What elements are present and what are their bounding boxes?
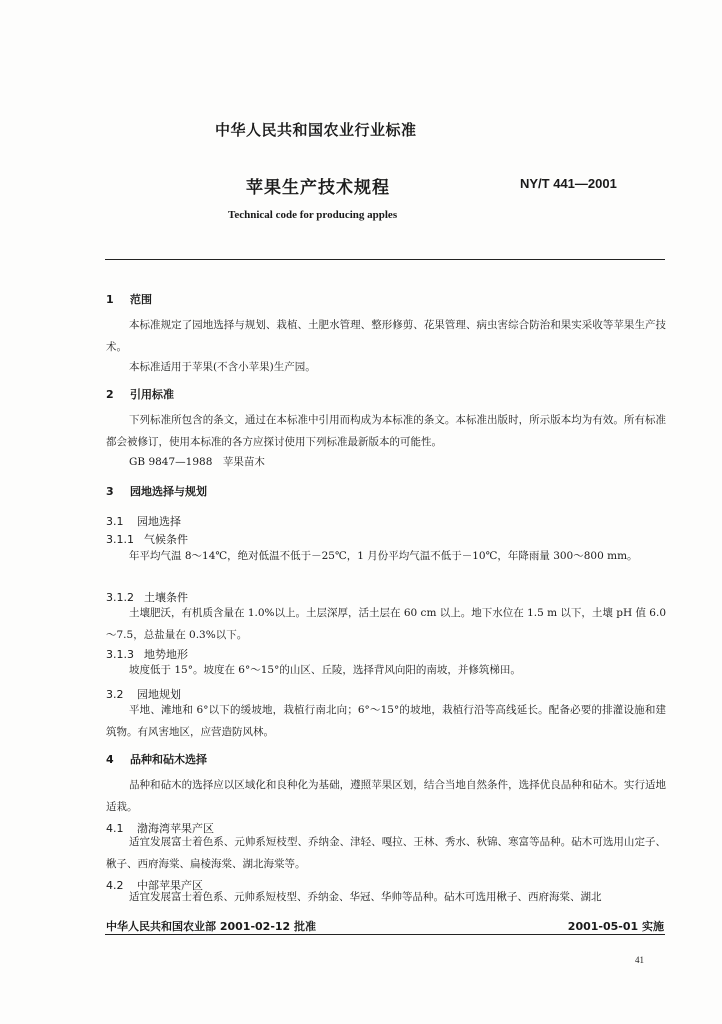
section-2-paragraph-1: 下列标准所包含的条文，通过在本标准中引用而构成为本标准的条文。本标准出版时，所示版本均为有效。所有标准都会被修订，使用本标准的各方应探讨使用下列标准最新版本的可能性。 (106, 414, 666, 448)
section-4-paragraph-1: 品种和砧木的选择应以区域化和良种化为基础，遵照苹果区划，结合当地自然条件，选择优良品种和砧木。实行适地适栽。 (106, 779, 666, 813)
subsection-title: 园地选择 (137, 515, 181, 528)
section-3-heading (106, 483, 207, 499)
footer-divider (105, 934, 665, 935)
subsection-title: 园地规划 (137, 688, 181, 701)
page-number: 41 (635, 955, 644, 965)
subsection-number: 4.1 (106, 822, 124, 835)
subsection-title: 中部苹果产区 (137, 879, 203, 892)
subsection-3-1-heading (106, 513, 181, 529)
section-title: 园地选择与规划 (130, 485, 207, 498)
document-title: 苹果生产技术规程 (246, 178, 390, 198)
section-number: 3 (106, 485, 114, 498)
subsection-number: 3.1 (106, 515, 124, 528)
section-title: 引用标准 (130, 388, 174, 401)
climate-conditions-paragraph: 年平均气温 8～14℃，绝对低温不低于－25℃，1 月份平均气温不低于－10℃，年降雨量 300～800 mm。 (129, 550, 638, 562)
english-title: Technical code for producing apples (228, 209, 398, 221)
subsection-number: 3.1.3 (106, 648, 134, 661)
subsection-number: 3.2 (106, 688, 124, 701)
section-4-heading (106, 751, 207, 767)
bohai-region-paragraph: 适宜发展富士着色系、元帅系短枝型、乔纳金、津轻、嘎拉、王林、秀水、秋锦、寒富等品种。砧木可选用山定子、楸子、西府海棠、扁棱海棠、湖北海棠等。 (106, 836, 666, 870)
header-divider (105, 259, 665, 260)
normative-reference: GB 9847—1988 苹果苗木 (129, 456, 265, 468)
subsection-title: 地势地形 (144, 648, 188, 661)
section-title: 范围 (130, 293, 152, 306)
section-1-paragraph-1: 本标准规定了园地选择与规划、栽植、土肥水管理、整形修剪、花果管理、病虫害综合防治和果实采收等苹果生产技术。 (106, 319, 666, 353)
subsection-number: 4.2 (106, 879, 124, 892)
soil-conditions-paragraph: 土壤肥沃，有机质含量在 1.0%以上。土层深厚，活土层在 60 cm 以上。地下水位在 1.5 m 以下，土壤 pH 值 6.0～7.5，总盐量在 0.3%以下。 (106, 607, 666, 641)
subsection-title: 土壤条件 (144, 591, 188, 604)
terrain-paragraph: 坡度低于 15°。坡度在 6°～15°的山区、丘陵，选择背风向阳的南坡，并修筑梯田。 (129, 664, 521, 676)
orchard-planning-paragraph: 平地、滩地和 6°以下的缓坡地，栽植行南北向；6°～15°的坡地，栽植行沿等高线延长。配备必要的排灌设施和建筑物。有风害地区，应营造防风林。 (106, 704, 666, 738)
section-number: 4 (106, 753, 114, 766)
section-number: 2 (106, 388, 114, 401)
effective-date: 2001-05-01 实施 (567, 920, 664, 933)
subsection-number: 3.1.2 (106, 591, 134, 604)
approval-line: 中华人民共和国农业部 2001-02-12 批准 (106, 920, 317, 933)
section-1-paragraph-2: 本标准适用于苹果(不含小苹果)生产园。 (129, 361, 316, 373)
section-1-heading (106, 291, 152, 307)
subsection-number: 3.1.1 (106, 533, 134, 546)
central-region-paragraph: 适宜发展富士着色系、元帅系短枝型、乔纳金、华冠、华帅等品种。砧木可选用楸子、西府海棠、湖北 (129, 891, 602, 903)
standard-category: 中华人民共和国农业行业标准 (215, 121, 417, 139)
subsection-title: 气候条件 (144, 533, 188, 546)
section-2-heading (106, 386, 174, 402)
section-number: 1 (106, 293, 114, 306)
standard-number: NY/T 441—2001 (520, 176, 617, 191)
subsection-title: 渤海湾苹果产区 (137, 822, 214, 835)
section-title: 品种和砧木选择 (130, 753, 207, 766)
